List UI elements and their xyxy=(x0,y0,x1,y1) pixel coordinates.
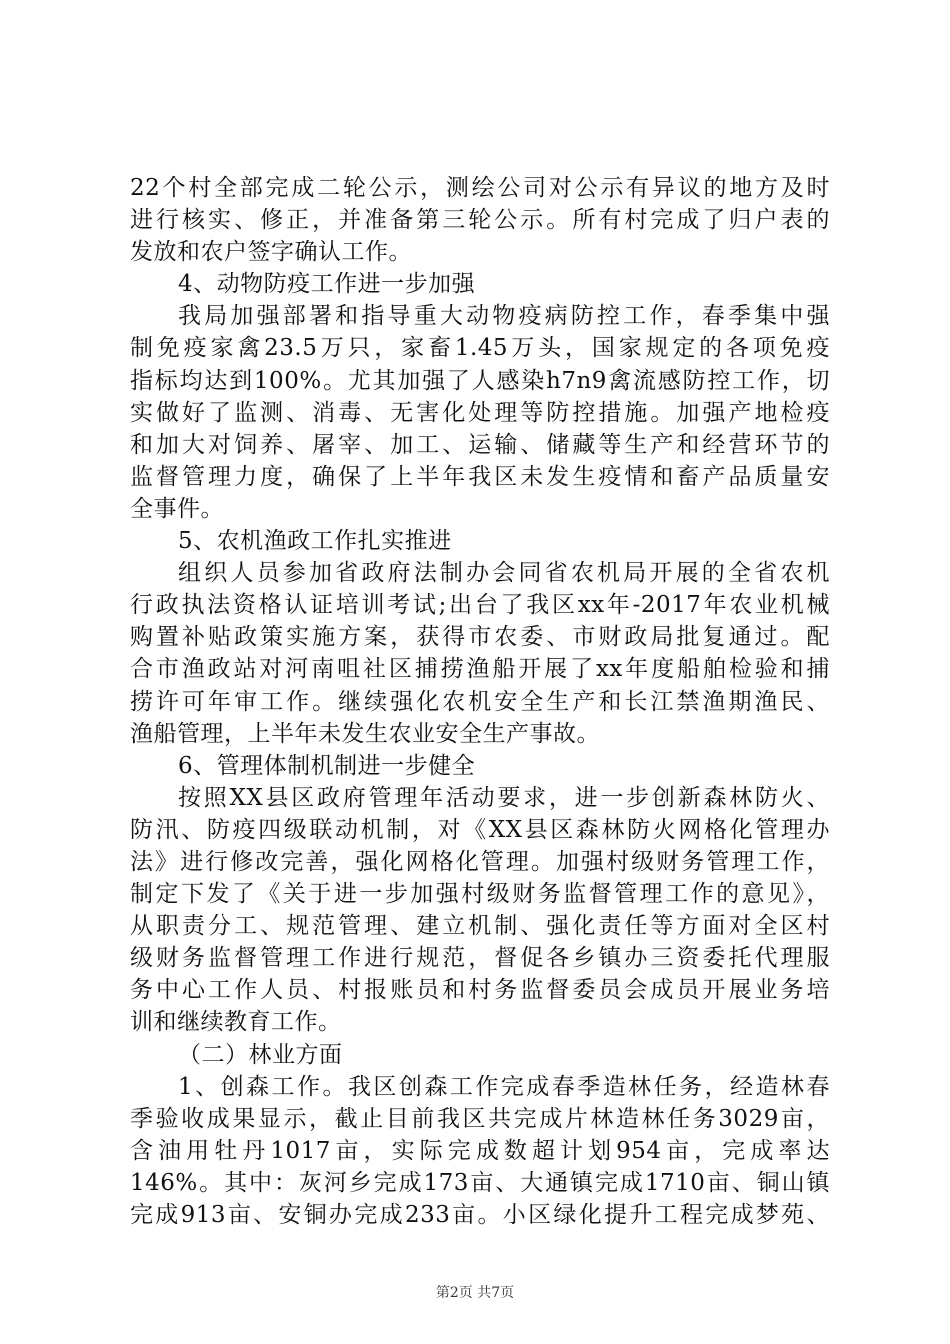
text-line: 级财务监督管理工作进行规范，督促各乡镇办三资委托代理服 xyxy=(130,945,830,972)
text-line: 全事件。 xyxy=(130,495,224,522)
text-line: 行政执法资格认证培训考试;出台了我区xx年-2017年农业机械 xyxy=(130,592,830,619)
text-line: 制免疫家禽23.5万只，家畜1.45万头，国家规定的各项免疫 xyxy=(130,335,830,362)
text-line: 从职责分工、规范管理、建立机制、强化责任等方面对全区村 xyxy=(130,913,830,940)
text-line: 务中心工作人员、村报账员和村务监督委员会成员开展业务培 xyxy=(130,977,830,1004)
text-line: 按照XX县区政府管理年活动要求，进一步创新森林防火、 xyxy=(178,784,830,811)
text-line: （二）林业方面 xyxy=(178,1041,343,1068)
text-line: 含油用牡丹1017亩，实际完成数超计划954亩，完成率达 xyxy=(130,1137,830,1164)
text-line: 6、管理体制机制进一步健全 xyxy=(178,752,476,779)
page-footer: 第2页 共7页 xyxy=(435,1285,515,1301)
text-line: 制定下发了《关于进一步加强村级财务监督管理工作的意见》， xyxy=(130,881,830,908)
text-line: 渔船管理，上半年未发生农业安全生产事故。 xyxy=(130,720,600,747)
text-line: 指标均达到100%。尤其加强了人感染h7n9禽流感防控工作，切 xyxy=(130,367,830,394)
text-line: 发放和农户签字确认工作。 xyxy=(130,239,412,266)
text-line: 捞许可年审工作。继续强化农机安全生产和长江禁渔期渔民、 xyxy=(130,688,830,715)
text-line: 防汛、防疫四级联动机制，对《XX县区森林防火网格化管理办 xyxy=(130,816,830,843)
text-line: 实做好了监测、消毒、无害化处理等防控措施。加强产地检疫 xyxy=(130,399,830,426)
text-line: 合市渔政站对河南咀社区捕捞渔船开展了xx年度船舶检验和捕 xyxy=(130,656,830,683)
text-line: 完成913亩、安铜办完成233亩。小区绿化提升工程完成梦苑、 xyxy=(130,1202,830,1228)
text-line: 5、农机渔政工作扎实推进 xyxy=(178,528,452,555)
text-line: 1、创森工作。我区创森工作完成春季造林任务，经造林春 xyxy=(178,1073,830,1100)
text-line: 146%。其中：灰河乡完成173亩、大通镇完成1710亩、铜山镇 xyxy=(130,1169,830,1196)
text-line: 训和继续教育工作。 xyxy=(130,1009,342,1036)
text-line: 和加大对饲养、屠宰、加工、运输、储藏等生产和经营环节的 xyxy=(130,431,830,458)
text-line: 22个村全部完成二轮公示，测绘公司对公示有异议的地方及时 xyxy=(130,175,830,201)
text-line: 进行核实、修正，并准备第三轮公示。所有村完成了归户表的 xyxy=(130,207,830,234)
text-line: 季验收成果显示，截止目前我区共完成片林造林任务3029亩， xyxy=(130,1105,830,1132)
text-line: 组织人员参加省政府法制办会同省农机局开展的全省农机 xyxy=(178,560,830,587)
text-line: 购置补贴政策实施方案，获得市农委、市财政局批复通过。配 xyxy=(130,624,830,651)
text-line: 4、动物防疫工作进一步加强 xyxy=(178,271,476,298)
text-line: 监督管理力度，确保了上半年我区未发生疫情和畜产品质量安 xyxy=(130,463,830,490)
text-line: 我局加强部署和指导重大动物疫病防控工作，春季集中强 xyxy=(178,303,830,330)
text-line: 法》进行修改完善，强化网格化管理。加强村级财务管理工作， xyxy=(130,848,830,875)
body-text xyxy=(130,172,830,1231)
